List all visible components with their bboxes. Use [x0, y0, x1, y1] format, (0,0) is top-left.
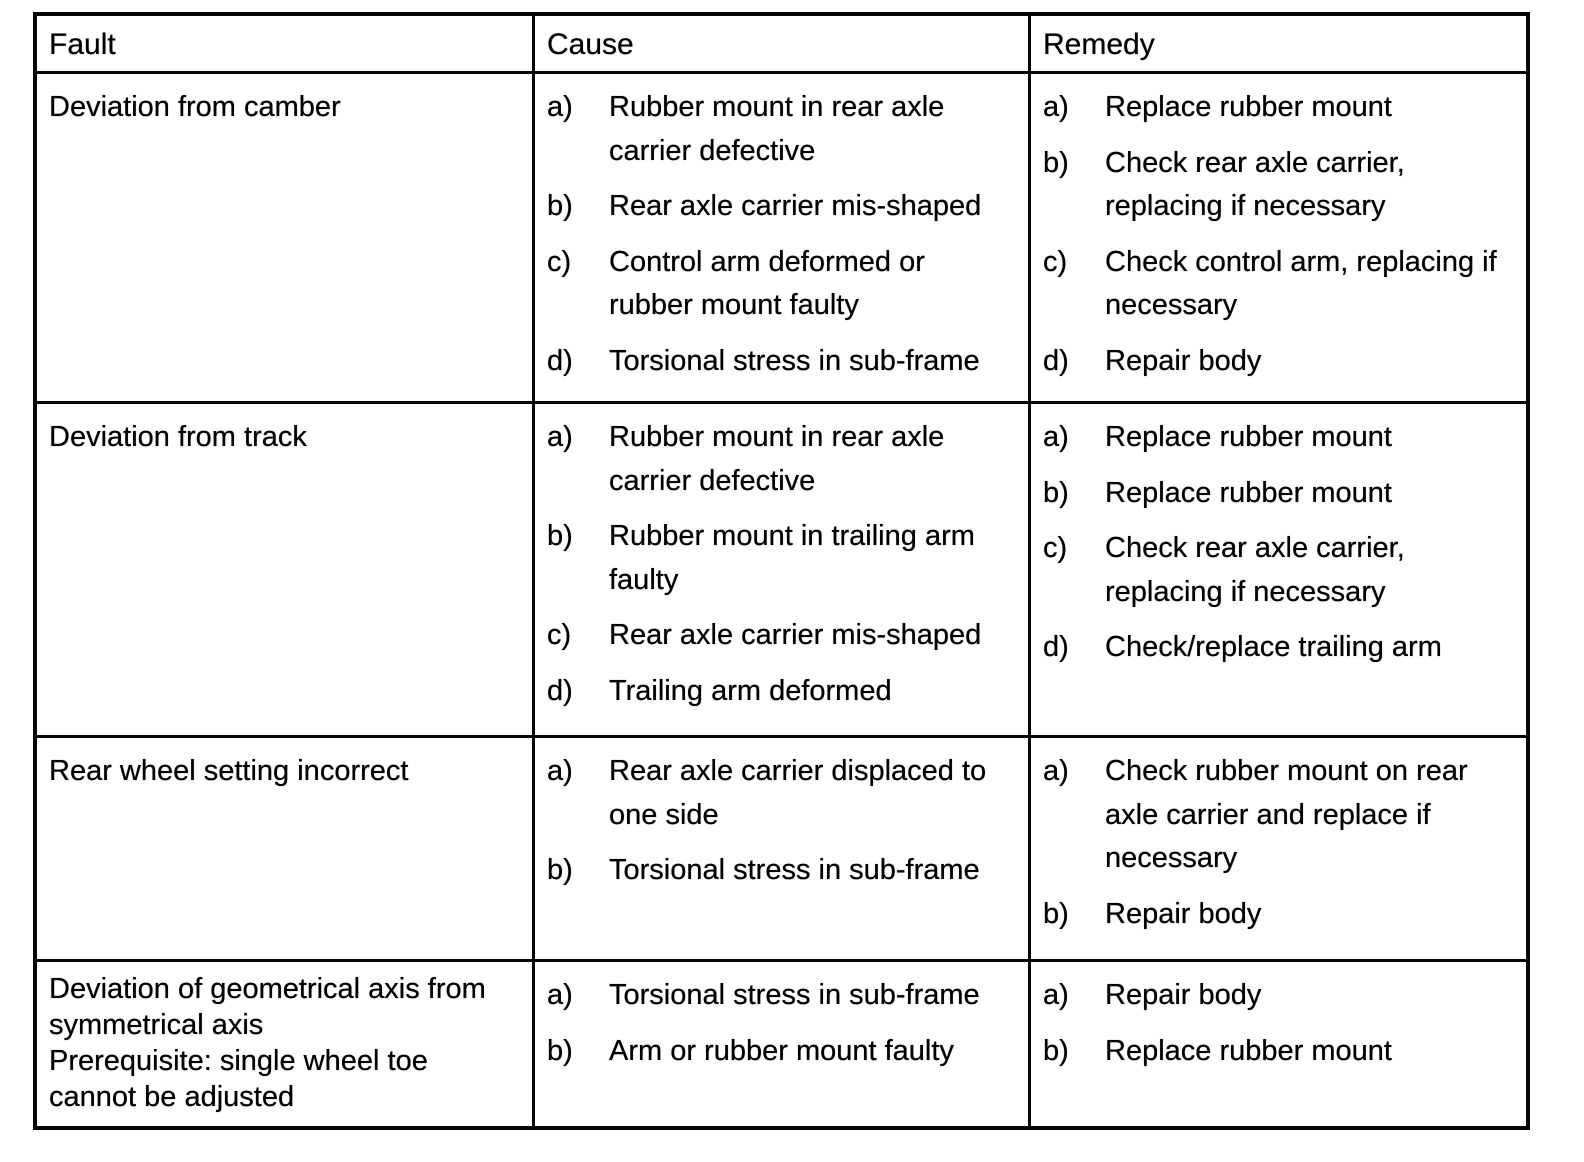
- cause-column-header: Cause: [535, 16, 1031, 74]
- fault-text: Rear wheel setting incorrect: [49, 755, 409, 787]
- cause-item: [547, 340, 1012, 384]
- item-text: Torsional stress in sub-frame: [609, 344, 980, 377]
- remedy-column-header: Remedy: [1031, 16, 1526, 74]
- cause-item: [547, 974, 1012, 1018]
- item-label: a): [1043, 91, 1069, 123]
- item-label: d): [547, 674, 573, 707]
- item-text: Check rubber mount on rear axle carrier and replace if necessary: [1105, 755, 1468, 874]
- item-label: d): [547, 344, 573, 377]
- item-label: a): [1043, 755, 1069, 787]
- item-text: Rear axle carrier mis-shaped: [609, 190, 982, 222]
- item-label: c): [547, 619, 572, 651]
- remedy-item: [1043, 416, 1510, 460]
- item-text: Replace rubber mount: [1105, 476, 1392, 509]
- item-text: Replace rubber mount: [1105, 421, 1392, 453]
- item-label: b): [1043, 476, 1069, 509]
- item-text: Repair body: [1105, 897, 1262, 930]
- remedy-item: [1043, 340, 1510, 384]
- cause-cell: [535, 738, 1031, 962]
- item-text: Torsional stress in sub-frame: [609, 979, 980, 1011]
- item-text: Torsional stress in sub-frame: [609, 854, 980, 886]
- fault-cell: [37, 962, 535, 1126]
- remedy-item: [1043, 472, 1510, 516]
- item-label: b): [547, 520, 573, 552]
- remedy-item: [1043, 241, 1510, 328]
- fault-column-header: Fault: [37, 16, 535, 74]
- item-label: c): [1043, 245, 1068, 278]
- item-text: Rear axle carrier displaced to one side: [609, 755, 987, 831]
- remedy-cell: [1031, 404, 1526, 738]
- cause-item: [547, 849, 1012, 893]
- item-label: b): [1043, 897, 1069, 930]
- item-text: Repair body: [1105, 979, 1262, 1011]
- item-label: a): [1043, 421, 1069, 453]
- item-text: Trailing arm deformed: [609, 674, 892, 707]
- item-text: Rubber mount in rear axle carrier defective: [609, 421, 945, 497]
- remedy-item: [1043, 1030, 1510, 1074]
- item-text: Rear axle carrier mis-shaped: [609, 619, 982, 651]
- remedy-item: [1043, 893, 1510, 937]
- fault-cell: [37, 738, 535, 962]
- cause-item: [547, 86, 1012, 173]
- item-text: Check rear axle carrier, replacing if necessary: [1105, 532, 1405, 608]
- cause-item: [547, 750, 1012, 837]
- item-label: a): [547, 979, 573, 1011]
- item-label: a): [1043, 979, 1069, 1011]
- cause-item: [547, 670, 1012, 714]
- item-text: Rubber mount in rear axle carrier defective: [609, 91, 945, 167]
- item-text: Control arm deformed or rubber mount faulty: [609, 245, 925, 321]
- remedy-cell: [1031, 74, 1526, 404]
- item-label: c): [547, 245, 572, 278]
- item-label: a): [547, 755, 573, 787]
- fault-cell: [37, 404, 535, 738]
- item-text: Check rear axle carrier, replacing if necessary: [1105, 146, 1405, 222]
- cause-item: [547, 185, 1012, 229]
- cause-item: [547, 1030, 1012, 1074]
- item-text: Rubber mount in trailing arm faulty: [609, 520, 975, 596]
- cause-cell: [535, 962, 1031, 1126]
- cause-cell: [535, 404, 1031, 738]
- item-label: a): [547, 421, 573, 453]
- fault-cause-remedy-table: [33, 12, 1530, 1130]
- item-label: d): [1043, 631, 1069, 663]
- cause-cell: [535, 74, 1031, 404]
- fault-cell: [37, 74, 535, 404]
- remedy-cell: [1031, 738, 1526, 962]
- cause-item: [547, 241, 1012, 328]
- item-text: Arm or rubber mount faulty: [609, 1034, 954, 1067]
- item-label: b): [547, 854, 573, 886]
- remedy-item: [1043, 750, 1510, 881]
- fault-text: Deviation from track: [49, 421, 307, 453]
- remedy-item: [1043, 626, 1510, 670]
- remedy-item: [1043, 527, 1510, 614]
- item-label: b): [547, 1034, 573, 1067]
- item-label: a): [547, 91, 573, 123]
- cause-item: [547, 515, 1012, 602]
- remedy-item: [1043, 86, 1510, 130]
- remedy-item: [1043, 142, 1510, 229]
- remedy-cell: [1031, 962, 1526, 1126]
- fault-text: Deviation of geometrical axis from symmetrical axis: [49, 973, 486, 1041]
- item-text: Repair body: [1105, 344, 1262, 377]
- cause-item: [547, 416, 1012, 503]
- item-label: b): [1043, 146, 1069, 179]
- item-label: b): [547, 190, 573, 222]
- item-label: b): [1043, 1034, 1069, 1067]
- cause-item: [547, 614, 1012, 658]
- item-label: c): [1043, 532, 1068, 564]
- item-text: Check/replace trailing arm: [1105, 631, 1442, 663]
- item-text: Check control arm, replacing if necessary: [1105, 245, 1497, 321]
- item-label: d): [1043, 344, 1069, 377]
- remedy-item: [1043, 974, 1510, 1018]
- fault-text: Deviation from camber: [49, 91, 341, 123]
- item-text: Replace rubber mount: [1105, 91, 1392, 123]
- item-text: Replace rubber mount: [1105, 1034, 1392, 1067]
- fault-prerequisite-note: Prerequisite: single wheel toe cannot be adjusted: [49, 1044, 428, 1113]
